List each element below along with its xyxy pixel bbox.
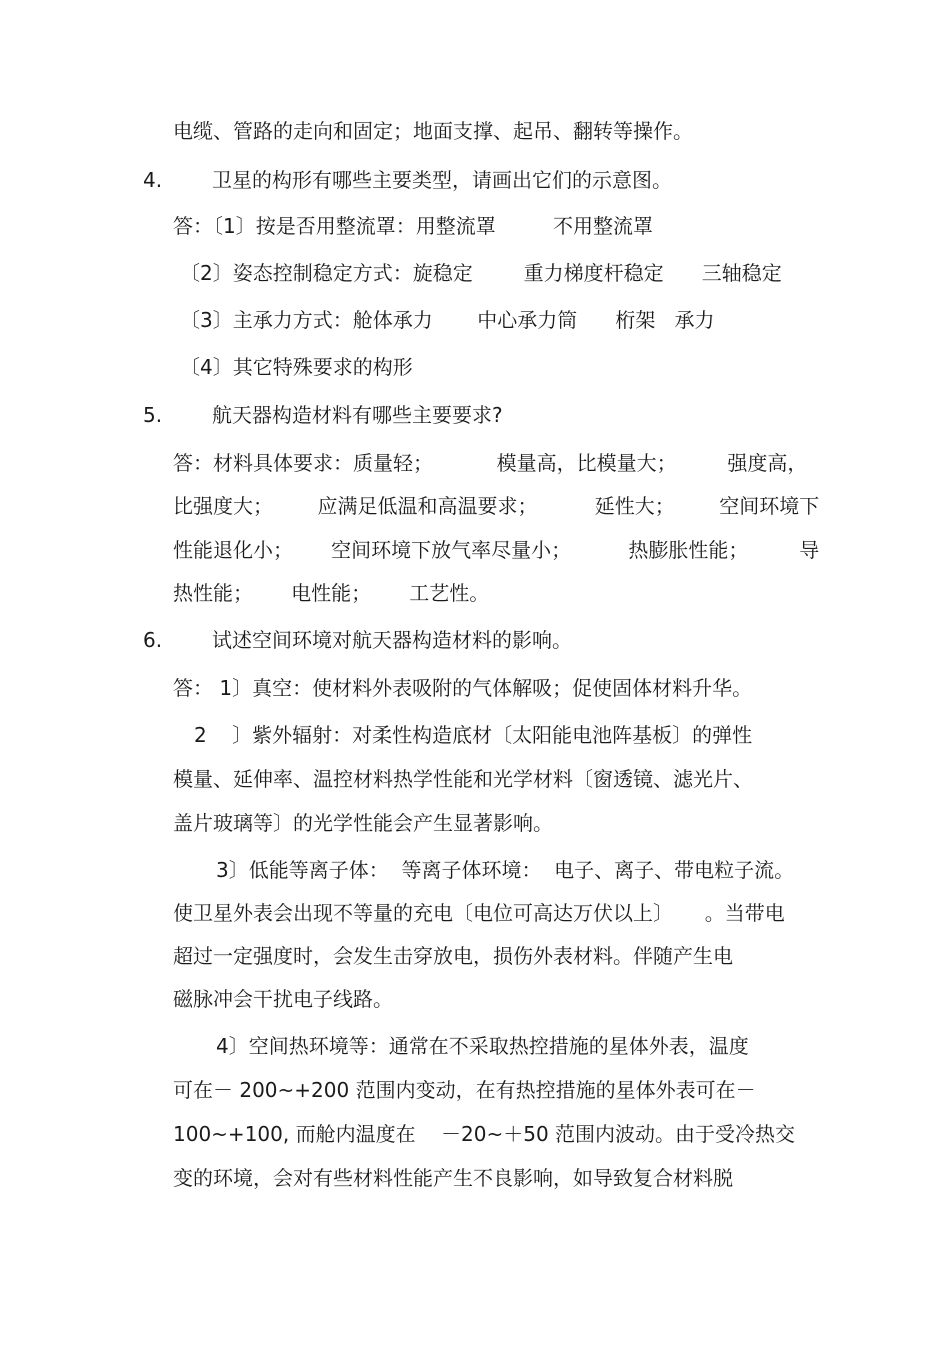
answer-line: 〔3〕主承力方式：舱体承力 中心承力筒 桁架 承力 [180, 308, 715, 332]
question-number: 5. [143, 403, 163, 427]
answer-line: 热性能； 电性能； 工艺性。 [173, 581, 490, 605]
answer-line: 盖片玻璃等〕的光学性能会产生显著影响。 [173, 811, 553, 835]
answer-line: 答：〔1〕按是否用整流罩：用整流罩 不用整流罩 [173, 214, 653, 238]
question-number: 6. [143, 628, 163, 652]
question-text: 试述空间环境对航天器构造材料的影响。 [212, 628, 572, 652]
answer-line: 100~+100, 而舱内温度在 －20~＋50 范围内波动。由于受冷热交 [173, 1122, 796, 1146]
question-number: 4. [143, 168, 163, 192]
question-text: 卫星的构形有哪些主要类型，请画出它们的示意图。 [212, 168, 672, 192]
answer-line: 4〕空间热环境等：通常在不采取热控措施的星体外表，温度 [216, 1034, 749, 1058]
answer-line: 性能退化小； 空间环境下放气率尽量小； 热膨胀性能； 导 [173, 538, 820, 562]
question-text: 航天器构造材料有哪些主要要求? [212, 403, 503, 427]
answer-line: 答：材料具体要求：质量轻； 模量高，比模量大； 强度高， [173, 451, 808, 475]
answer-line: 使卫星外表会出现不等量的充电〔电位可高达万伏以上〕 。当带电 [173, 901, 785, 925]
answer-line: 〔4〕其它特殊要求的构形 [180, 355, 413, 379]
answer-line: 超过一定强度时，会发生击穿放电，损伤外表材料。伴随产生电 [173, 944, 733, 968]
answer-line: 模量、延伸率、温控材料热学性能和光学材料〔窗透镜、滤光片、 [173, 767, 753, 791]
answer-line: 比强度大； 应满足低温和高温要求； 延性大； 空间环境下 [173, 494, 820, 518]
answer-line: 磁脉冲会干扰电子线路。 [173, 987, 393, 1011]
answer-line: 答： 1〕真空：使材料外表吸附的气体解吸；促使固体材料升华。 [173, 676, 753, 700]
answer-line: 〔2〕姿态控制稳定方式：旋稳定 重力梯度杆稳定 三轴稳定 [180, 261, 782, 285]
answer-line: 变的环境，会对有些材料性能产生不良影响，如导致复合材料脱 [173, 1166, 733, 1190]
answer-line: 3〕低能等离子体： 等离子体环境： 电子、离子、带电粒子流。 [216, 858, 795, 882]
text-line: 电缆、管路的走向和固定；地面支撑、起吊、翻转等操作。 [173, 119, 693, 143]
answer-line: 2 〕紫外辐射：对柔性构造底材〔太阳能电池阵基板〕的弹性 [194, 723, 753, 747]
answer-line: 可在－ 200~+200 范围内变动，在有热控措施的星体外表可在－ [173, 1078, 756, 1102]
